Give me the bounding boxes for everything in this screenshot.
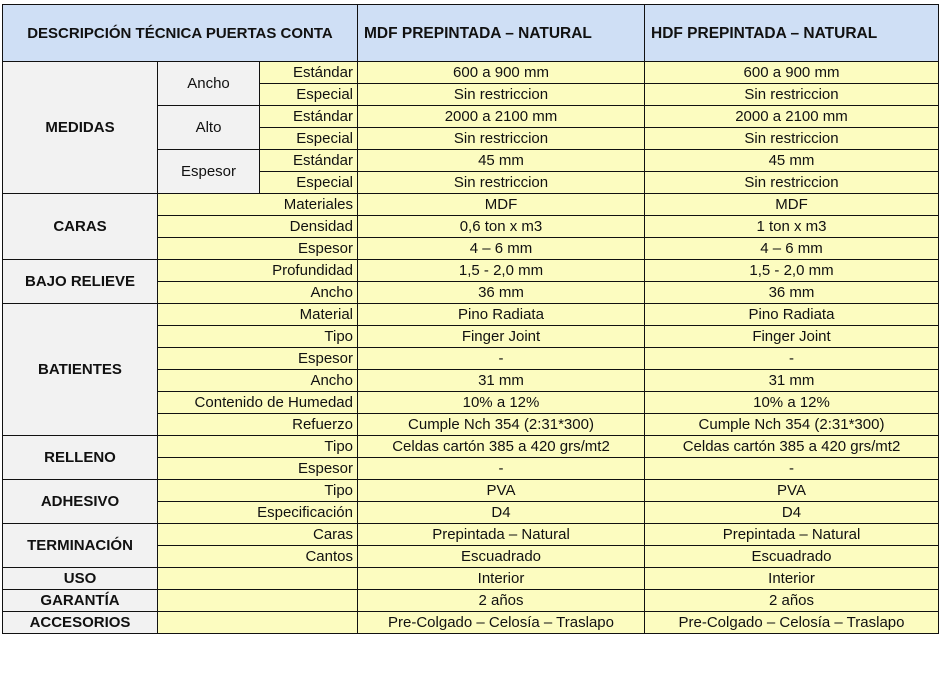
cell-mdf: 600 a 900 mm	[358, 62, 645, 84]
table-row	[3, 612, 939, 634]
cell-hdf: PVA	[645, 480, 939, 502]
row-label: Contenido de Humedad	[158, 392, 358, 414]
row-label: Espesor	[158, 458, 358, 480]
cell-hdf: Cumple Nch 354 (2:31*300)	[645, 414, 939, 436]
row-label: Densidad	[158, 216, 358, 238]
cell-hdf: Escuadrado	[645, 546, 939, 568]
table-row	[3, 304, 939, 326]
cell-mdf: Pino Radiata	[358, 304, 645, 326]
cell-hdf: MDF	[645, 194, 939, 216]
cell-hdf: 36 mm	[645, 282, 939, 304]
cell-hdf: -	[645, 458, 939, 480]
column-header-hdf: HDF PREPINTADA – NATURAL	[645, 5, 939, 62]
table-row	[3, 590, 939, 612]
row-label: Espesor	[158, 348, 358, 370]
cell-hdf: 1,5 - 2,0 mm	[645, 260, 939, 282]
table-row	[3, 62, 939, 84]
row-label: Especial	[260, 84, 358, 106]
row-label: Material	[158, 304, 358, 326]
row-label: Profundidad	[158, 260, 358, 282]
cell-hdf: 1 ton x m3	[645, 216, 939, 238]
cell-mdf: Sin restriccion	[358, 172, 645, 194]
group-accesorios: ACCESORIOS	[3, 612, 158, 634]
group-batientes: BATIENTES	[3, 304, 158, 436]
group-relleno: RELLENO	[3, 436, 158, 480]
cell-mdf: 4 – 6 mm	[358, 238, 645, 260]
empty-cell	[158, 590, 358, 612]
cell-mdf: Pre-Colgado – Celosía – Traslapo	[358, 612, 645, 634]
spec-table	[2, 4, 939, 634]
cell-hdf: Prepintada – Natural	[645, 524, 939, 546]
cell-hdf: 2 años	[645, 590, 939, 612]
cell-mdf: 10% a 12%	[358, 392, 645, 414]
cell-hdf: 4 – 6 mm	[645, 238, 939, 260]
cell-hdf: 10% a 12%	[645, 392, 939, 414]
cell-mdf: Celdas cartón 385 a 420 grs/mt2	[358, 436, 645, 458]
cell-mdf: Sin restriccion	[358, 128, 645, 150]
table-title: DESCRIPCIÓN TÉCNICA PUERTAS CONTA	[3, 5, 358, 62]
subgroup-ancho: Ancho	[158, 62, 260, 106]
cell-mdf: Finger Joint	[358, 326, 645, 348]
group-garantia: GARANTÍA	[3, 590, 158, 612]
cell-hdf: Finger Joint	[645, 326, 939, 348]
cell-hdf: Sin restriccion	[645, 172, 939, 194]
group-adhesivo: ADHESIVO	[3, 480, 158, 524]
table-row	[3, 436, 939, 458]
cell-hdf: Sin restriccion	[645, 128, 939, 150]
row-label: Cantos	[158, 546, 358, 568]
row-label: Ancho	[158, 282, 358, 304]
row-label: Estándar	[260, 106, 358, 128]
row-label: Tipo	[158, 436, 358, 458]
row-label: Especial	[260, 172, 358, 194]
group-medidas: MEDIDAS	[3, 62, 158, 194]
table-row	[3, 194, 939, 216]
cell-hdf: Interior	[645, 568, 939, 590]
cell-mdf: -	[358, 458, 645, 480]
row-label: Ancho	[158, 370, 358, 392]
cell-mdf: 2 años	[358, 590, 645, 612]
subgroup-espesor: Espesor	[158, 150, 260, 194]
table-row	[3, 260, 939, 282]
cell-hdf: -	[645, 348, 939, 370]
group-bajo-relieve: BAJO RELIEVE	[3, 260, 158, 304]
cell-hdf: 2000 a 2100 mm	[645, 106, 939, 128]
cell-hdf: Pre-Colgado – Celosía – Traslapo	[645, 612, 939, 634]
cell-hdf: 600 a 900 mm	[645, 62, 939, 84]
subgroup-alto: Alto	[158, 106, 260, 150]
cell-hdf: Sin restriccion	[645, 84, 939, 106]
cell-mdf: 0,6 ton x m3	[358, 216, 645, 238]
cell-mdf: Interior	[358, 568, 645, 590]
header-row	[3, 5, 939, 62]
cell-hdf: D4	[645, 502, 939, 524]
row-label: Refuerzo	[158, 414, 358, 436]
row-label: Materiales	[158, 194, 358, 216]
cell-mdf: PVA	[358, 480, 645, 502]
cell-mdf: Cumple Nch 354 (2:31*300)	[358, 414, 645, 436]
column-header-mdf: MDF PREPINTADA – NATURAL	[358, 5, 645, 62]
empty-cell	[158, 612, 358, 634]
cell-hdf: 45 mm	[645, 150, 939, 172]
cell-hdf: Pino Radiata	[645, 304, 939, 326]
cell-mdf: Sin restriccion	[358, 84, 645, 106]
cell-hdf: 31 mm	[645, 370, 939, 392]
table-row	[3, 524, 939, 546]
cell-mdf: D4	[358, 502, 645, 524]
row-label: Tipo	[158, 480, 358, 502]
group-terminacion: TERMINACIÓN	[3, 524, 158, 568]
cell-mdf: 36 mm	[358, 282, 645, 304]
cell-mdf: MDF	[358, 194, 645, 216]
cell-hdf: Celdas cartón 385 a 420 grs/mt2	[645, 436, 939, 458]
table-row	[3, 480, 939, 502]
row-label: Estándar	[260, 62, 358, 84]
cell-mdf: Escuadrado	[358, 546, 645, 568]
row-label: Estándar	[260, 150, 358, 172]
empty-cell	[158, 568, 358, 590]
row-label: Especial	[260, 128, 358, 150]
group-uso: USO	[3, 568, 158, 590]
cell-mdf: 2000 a 2100 mm	[358, 106, 645, 128]
row-label: Caras	[158, 524, 358, 546]
row-label: Espesor	[158, 238, 358, 260]
cell-mdf: -	[358, 348, 645, 370]
group-caras: CARAS	[3, 194, 158, 260]
row-label: Especificación	[158, 502, 358, 524]
cell-mdf: 31 mm	[358, 370, 645, 392]
table-row	[3, 568, 939, 590]
cell-mdf: 1,5 - 2,0 mm	[358, 260, 645, 282]
cell-mdf: Prepintada – Natural	[358, 524, 645, 546]
row-label: Tipo	[158, 326, 358, 348]
cell-mdf: 45 mm	[358, 150, 645, 172]
